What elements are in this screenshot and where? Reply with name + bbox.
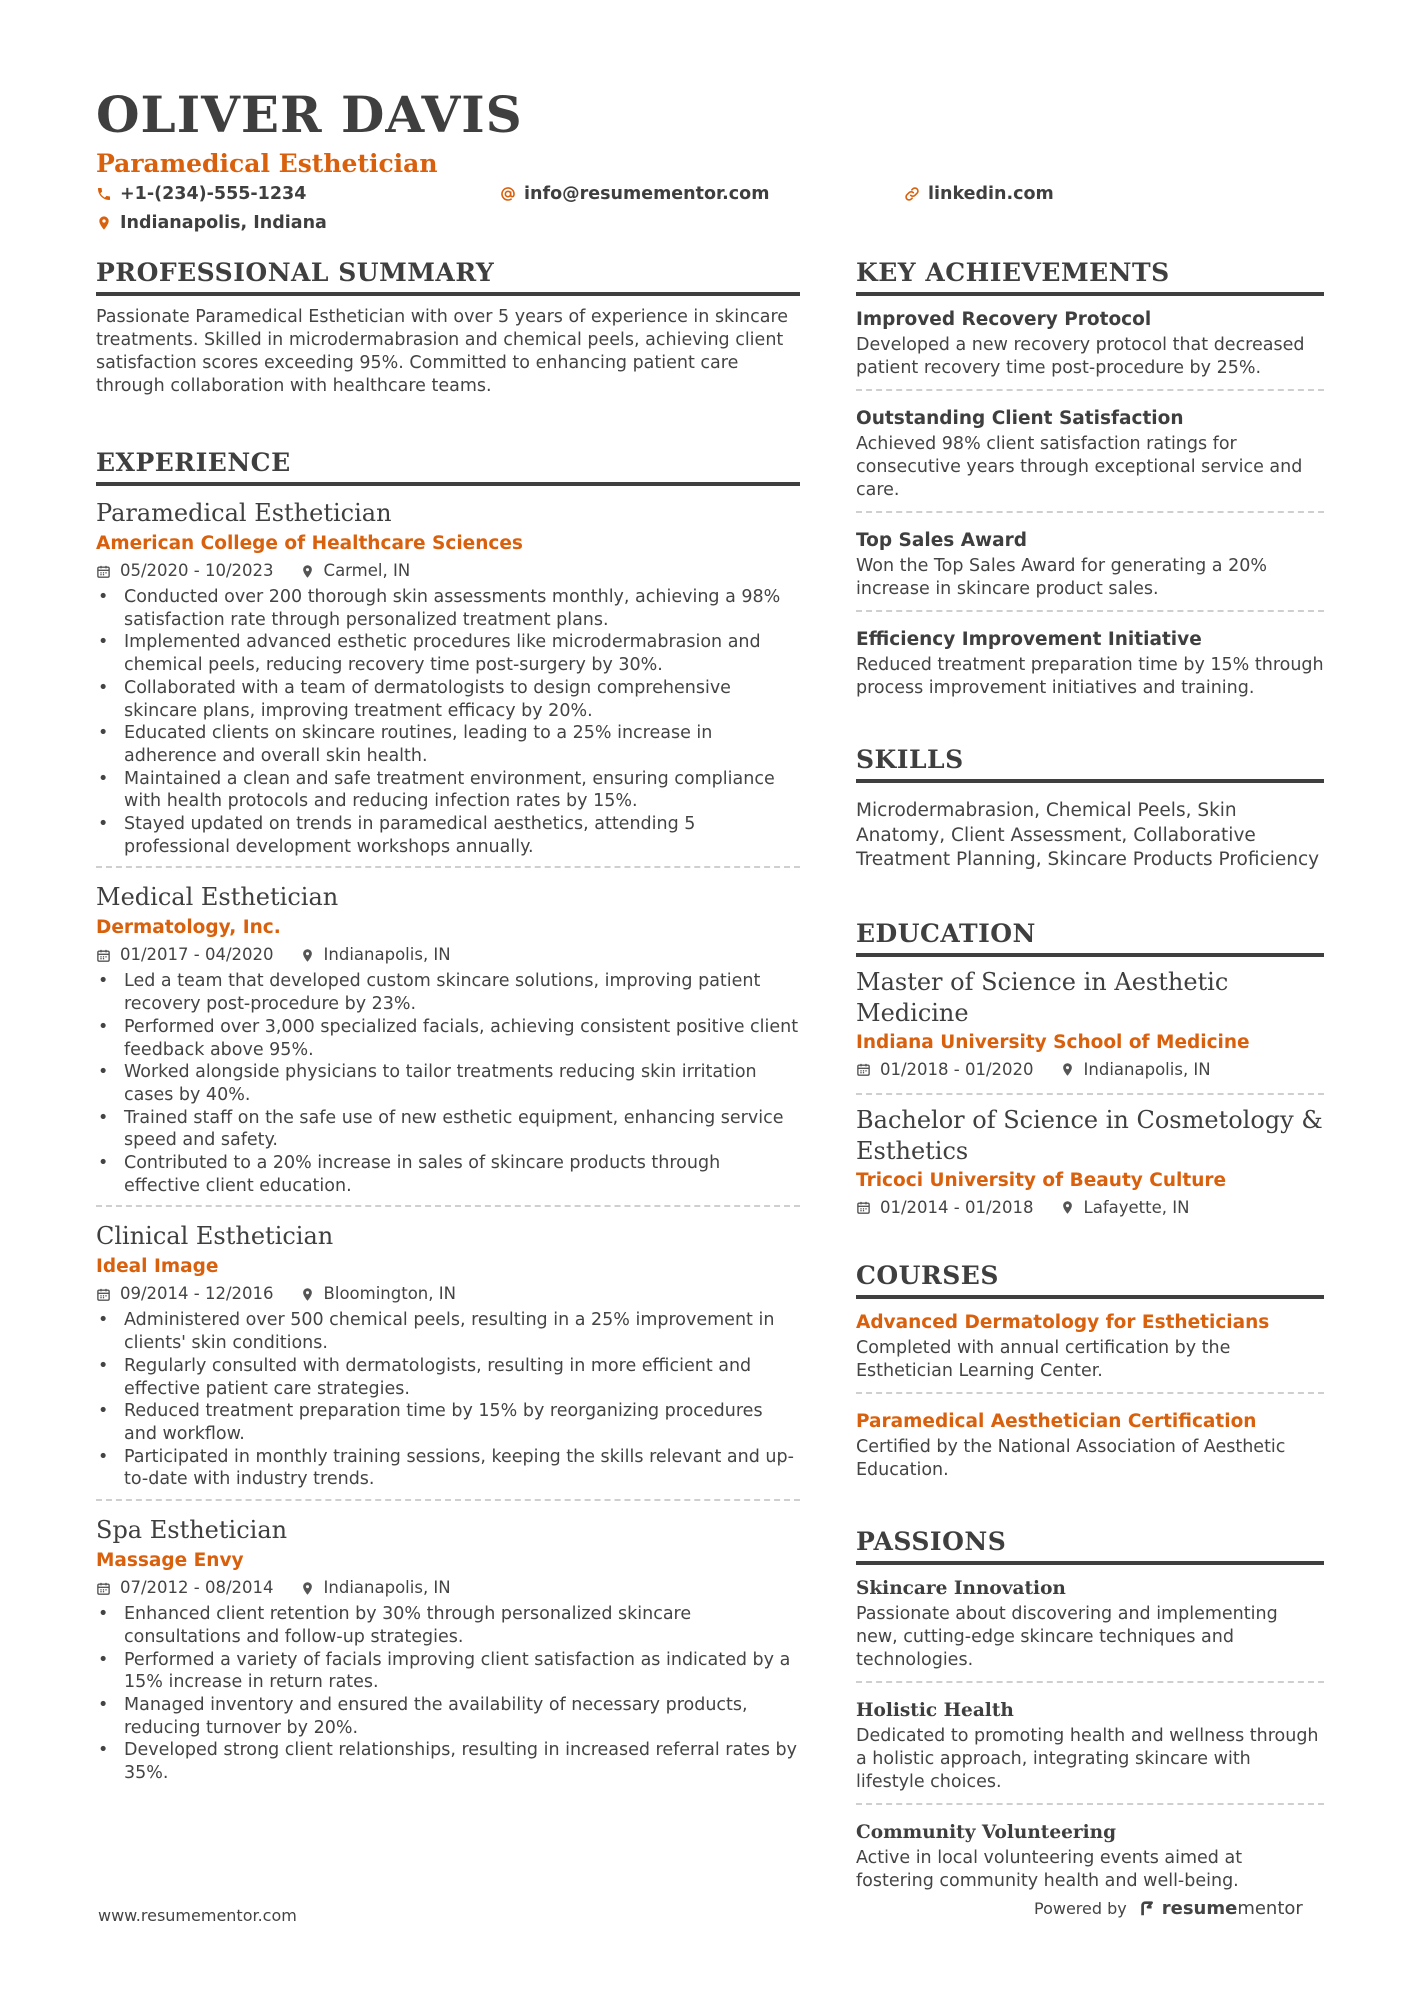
experience-entry xyxy=(96,496,800,868)
school-name: Tricoci University of Beauty Culture xyxy=(856,1169,1227,1191)
courses-heading: COURSES xyxy=(856,1259,1324,1299)
list-item: • Reduced treatment preparation time by 15% by reorganizing procedures and workflow. xyxy=(124,1400,800,1445)
experience-entry xyxy=(96,1219,800,1501)
summary-section xyxy=(96,256,800,398)
achievement-title: Improved Recovery Protocol xyxy=(856,309,1152,330)
calendar-icon xyxy=(856,1200,871,1215)
list-item: • Participated in monthly training sessions, keeping the skills relevant and up-to-date with industry trends. xyxy=(124,1446,800,1491)
list-item: • Regularly consulted with dermatologists, resulting in more efficient and effective patient care strategies. xyxy=(124,1355,800,1400)
candidate-name: OLIVER DAVIS xyxy=(96,85,523,144)
location-text: Indianapolis, Indiana xyxy=(120,212,327,233)
job-meta xyxy=(96,1282,800,1306)
location-pin-icon xyxy=(300,1287,315,1302)
at-icon xyxy=(500,186,516,202)
list-item: • Performed a variety of facials improving client satisfaction as indicated by a 15% increase in return rates. xyxy=(124,1649,800,1694)
passion-title: Community Volunteering xyxy=(856,1821,1117,1843)
job-title: Spa Esthetician xyxy=(96,1516,288,1545)
education-meta xyxy=(856,1058,1324,1082)
list-item: • Contributed to a 20% increase in sales of skincare products through effective client education. xyxy=(124,1152,800,1197)
courses-section xyxy=(856,1259,1324,1491)
company-name: Massage Envy xyxy=(96,1550,244,1572)
contact-location xyxy=(96,211,500,234)
list-item: • Worked alongside physicians to tailor treatments reducing skin irritation cases by 40%. xyxy=(124,1061,800,1106)
achievements-section xyxy=(856,256,1324,709)
calendar-icon xyxy=(96,564,111,579)
footer-website[interactable]: www.resumementor.com xyxy=(98,1906,297,1925)
job-location: Carmel, IN xyxy=(323,561,411,580)
resume-header xyxy=(96,82,1326,234)
brand-logo[interactable] xyxy=(1139,1898,1303,1919)
experience-heading: EXPERIENCE xyxy=(96,446,800,486)
job-bullets xyxy=(96,1603,800,1785)
achievement-text: Reduced treatment preparation time by 15% through process improvement initiatives and training. xyxy=(856,655,1324,698)
contact-linkedin[interactable] xyxy=(904,182,1304,205)
calendar-icon xyxy=(856,1062,871,1077)
job-location: Indianapolis, IN xyxy=(323,1578,451,1598)
calendar-icon xyxy=(96,1287,111,1302)
list-item: • Stayed updated on trends in paramedical aesthetics, attending 5 professional development workshops annually. xyxy=(124,813,800,858)
candidate-title: Paramedical Esthetician xyxy=(96,149,438,178)
degree-title: Master of Science in Aesthetic Medicine xyxy=(856,967,1229,1027)
list-item: • Administered over 500 chemical peels, resulting in a 25% improvement in clients' skin conditions. xyxy=(124,1309,800,1354)
job-location: Indianapolis, IN xyxy=(323,945,451,965)
education-item xyxy=(856,1105,1324,1231)
job-dates: 07/2012 - 08/2014 xyxy=(120,1578,274,1598)
logo-icon xyxy=(1139,1900,1157,1918)
passion-title: Skincare Innovation xyxy=(856,1577,1066,1599)
list-item: • Performed over 3,000 specialized facials, achieving consistent positive client feedback above 95%. xyxy=(124,1016,800,1061)
job-title: Paramedical Esthetician xyxy=(96,499,392,527)
job-meta xyxy=(96,1576,800,1600)
education-dates: 01/2018 - 01/2020 xyxy=(880,1059,1034,1079)
list-item: • Educated clients on skincare routines, leading to a 25% increase in adherence and overall skin health. xyxy=(124,722,800,767)
location-pin-icon xyxy=(300,564,315,579)
passion-title: Holistic Health xyxy=(856,1699,1014,1721)
experience-entry xyxy=(96,1513,800,1793)
job-meta xyxy=(96,559,800,583)
achievement-text: Achieved 98% client satisfaction ratings for consecutive years through exceptional service and care. xyxy=(856,434,1303,500)
job-bullets xyxy=(96,586,800,858)
email-link[interactable]: info@resumementor.com xyxy=(524,183,770,204)
education-location: Indianapolis, IN xyxy=(1083,1059,1211,1079)
job-dates: 05/2020 - 10/2023 xyxy=(120,561,274,580)
job-bullets xyxy=(96,970,800,1197)
linkedin-link[interactable]: linkedin.com xyxy=(928,183,1054,204)
passion-item xyxy=(856,1575,1324,1683)
company-name: American College of Healthcare Sciences xyxy=(96,533,523,554)
education-dates: 01/2014 - 01/2018 xyxy=(880,1197,1034,1217)
education-meta xyxy=(856,1196,1324,1220)
location-pin-icon xyxy=(96,215,112,231)
calendar-icon xyxy=(96,1581,111,1596)
passion-item xyxy=(856,1819,1324,1902)
achievement-item xyxy=(856,405,1324,513)
course-title: Paramedical Aesthetician Certification xyxy=(856,1410,1257,1432)
brand-part1: resume xyxy=(1161,1898,1238,1919)
list-item: • Developed strong client relationships, resulting in increased referral rates by 35%. xyxy=(124,1739,800,1784)
job-meta xyxy=(96,943,800,967)
passion-item xyxy=(856,1697,1324,1805)
job-title: Medical Esthetician xyxy=(96,883,339,912)
course-text: Completed with annual certification by the Esthetician Learning Center. xyxy=(856,1337,1231,1381)
summary-text: Passionate Paramedical Esthetician with over 5 years of experience in skincare treatments. Skilled in microdermabrasion and chemical peels, achieving client satisfaction scores exceeding 95%. Committed to enhancing patient care through collaboration with healthcare teams. xyxy=(96,307,789,396)
summary-heading: PROFESSIONAL SUMMARY xyxy=(96,256,800,296)
job-dates: 09/2014 - 12/2016 xyxy=(120,1284,274,1304)
phone-icon xyxy=(96,186,112,202)
experience-section xyxy=(96,446,800,1793)
list-item: • Enhanced client retention by 30% through personalized skincare consultations and follow-up strategies. xyxy=(124,1603,800,1648)
brand-part2: mentor xyxy=(1237,1898,1303,1919)
list-item: • Managed inventory and ensured the availability of necessary products, reducing turnover by 20%. xyxy=(124,1694,800,1739)
powered-by-label: Powered by xyxy=(1034,1899,1127,1918)
passion-text: Dedicated to promoting health and wellness through a holistic approach, integrating skincare with lifestyle choices. xyxy=(856,1725,1319,1792)
achievement-title: Outstanding Client Satisfaction xyxy=(856,408,1184,429)
course-item xyxy=(856,1309,1324,1394)
course-text: Certified by the National Association of Aesthetic Education. xyxy=(856,1436,1286,1480)
list-item: • Trained staff on the safe use of new esthetic equipment, enhancing service speed and safety. xyxy=(124,1107,800,1152)
passion-text: Passionate about discovering and implementing new, cutting-edge skincare techniques and technologies. xyxy=(856,1603,1278,1670)
skills-heading: SKILLS xyxy=(856,743,1324,783)
location-pin-icon xyxy=(1060,1200,1075,1215)
list-item: • Conducted over 200 thorough skin assessments monthly, achieving a 98% satisfaction rate through personalized treatment plans. xyxy=(124,586,800,631)
contact-email[interactable] xyxy=(500,182,904,205)
job-bullets xyxy=(96,1309,800,1491)
link-icon xyxy=(904,186,920,202)
skills-section xyxy=(856,743,1324,873)
achievement-text: Won the Top Sales Award for generating a 20% increase in skincare product sales. xyxy=(856,556,1267,599)
location-pin-icon xyxy=(300,948,315,963)
job-location: Bloomington, IN xyxy=(323,1284,456,1304)
company-name: Dermatology, Inc. xyxy=(96,917,281,939)
calendar-icon xyxy=(96,948,111,963)
right-column xyxy=(856,256,1324,1916)
degree-title: Bachelor of Science in Cosmetology & Esthetics xyxy=(856,1105,1323,1165)
contact-phone xyxy=(96,182,500,205)
passion-text: Active in local volunteering events aimed at fostering community health and well-being. xyxy=(856,1847,1243,1891)
job-title: Clinical Esthetician xyxy=(96,1222,334,1251)
experience-entry xyxy=(96,880,800,1207)
achievements-heading: KEY ACHIEVEMENTS xyxy=(856,256,1324,296)
passions-heading: PASSIONS xyxy=(856,1525,1324,1565)
achievement-title: Efficiency Improvement Initiative xyxy=(856,629,1202,650)
course-title: Advanced Dermatology for Estheticians xyxy=(856,1311,1270,1333)
education-location: Lafayette, IN xyxy=(1083,1197,1190,1217)
education-section xyxy=(856,917,1324,1231)
achievement-item xyxy=(856,626,1324,709)
phone-text: +1-(234)-555-1234 xyxy=(120,183,307,204)
job-dates: 01/2017 - 04/2020 xyxy=(120,945,274,965)
passions-section xyxy=(856,1525,1324,1902)
list-item: • Led a team that developed custom skincare solutions, improving patient recovery post-procedure by 23%. xyxy=(124,970,800,1015)
company-name: Ideal Image xyxy=(96,1256,219,1278)
course-item xyxy=(856,1408,1324,1491)
location-pin-icon xyxy=(1060,1062,1075,1077)
achievement-text: Developed a new recovery protocol that decreased patient recovery time post-procedure by 25%. xyxy=(856,335,1305,378)
skills-text: Microdermabrasion, Chemical Peels, Skin Anatomy, Client Assessment, Collaborative Treatment Planning, Skincare Products Proficiency xyxy=(856,800,1320,870)
achievement-item xyxy=(856,306,1324,391)
footer-powered xyxy=(1034,1898,1303,1919)
achievement-title: Top Sales Award xyxy=(856,530,1027,551)
education-heading: EDUCATION xyxy=(856,917,1324,957)
left-column xyxy=(96,256,800,1805)
list-item: • Maintained a clean and safe treatment environment, ensuring compliance with health protocols and reducing infection rates by 15%. xyxy=(124,768,800,813)
list-item: • Collaborated with a team of dermatologists to design comprehensive skincare plans, improving treatment efficacy by 20%. xyxy=(124,677,800,722)
contact-info xyxy=(96,182,1326,234)
location-pin-icon xyxy=(300,1581,315,1596)
achievement-item xyxy=(856,527,1324,612)
education-item xyxy=(856,967,1324,1095)
school-name: Indiana University School of Medicine xyxy=(856,1031,1250,1053)
list-item: • Implemented advanced esthetic procedures like microdermabrasion and chemical peels, reducing recovery time post-surgery by 30%. xyxy=(124,631,800,676)
